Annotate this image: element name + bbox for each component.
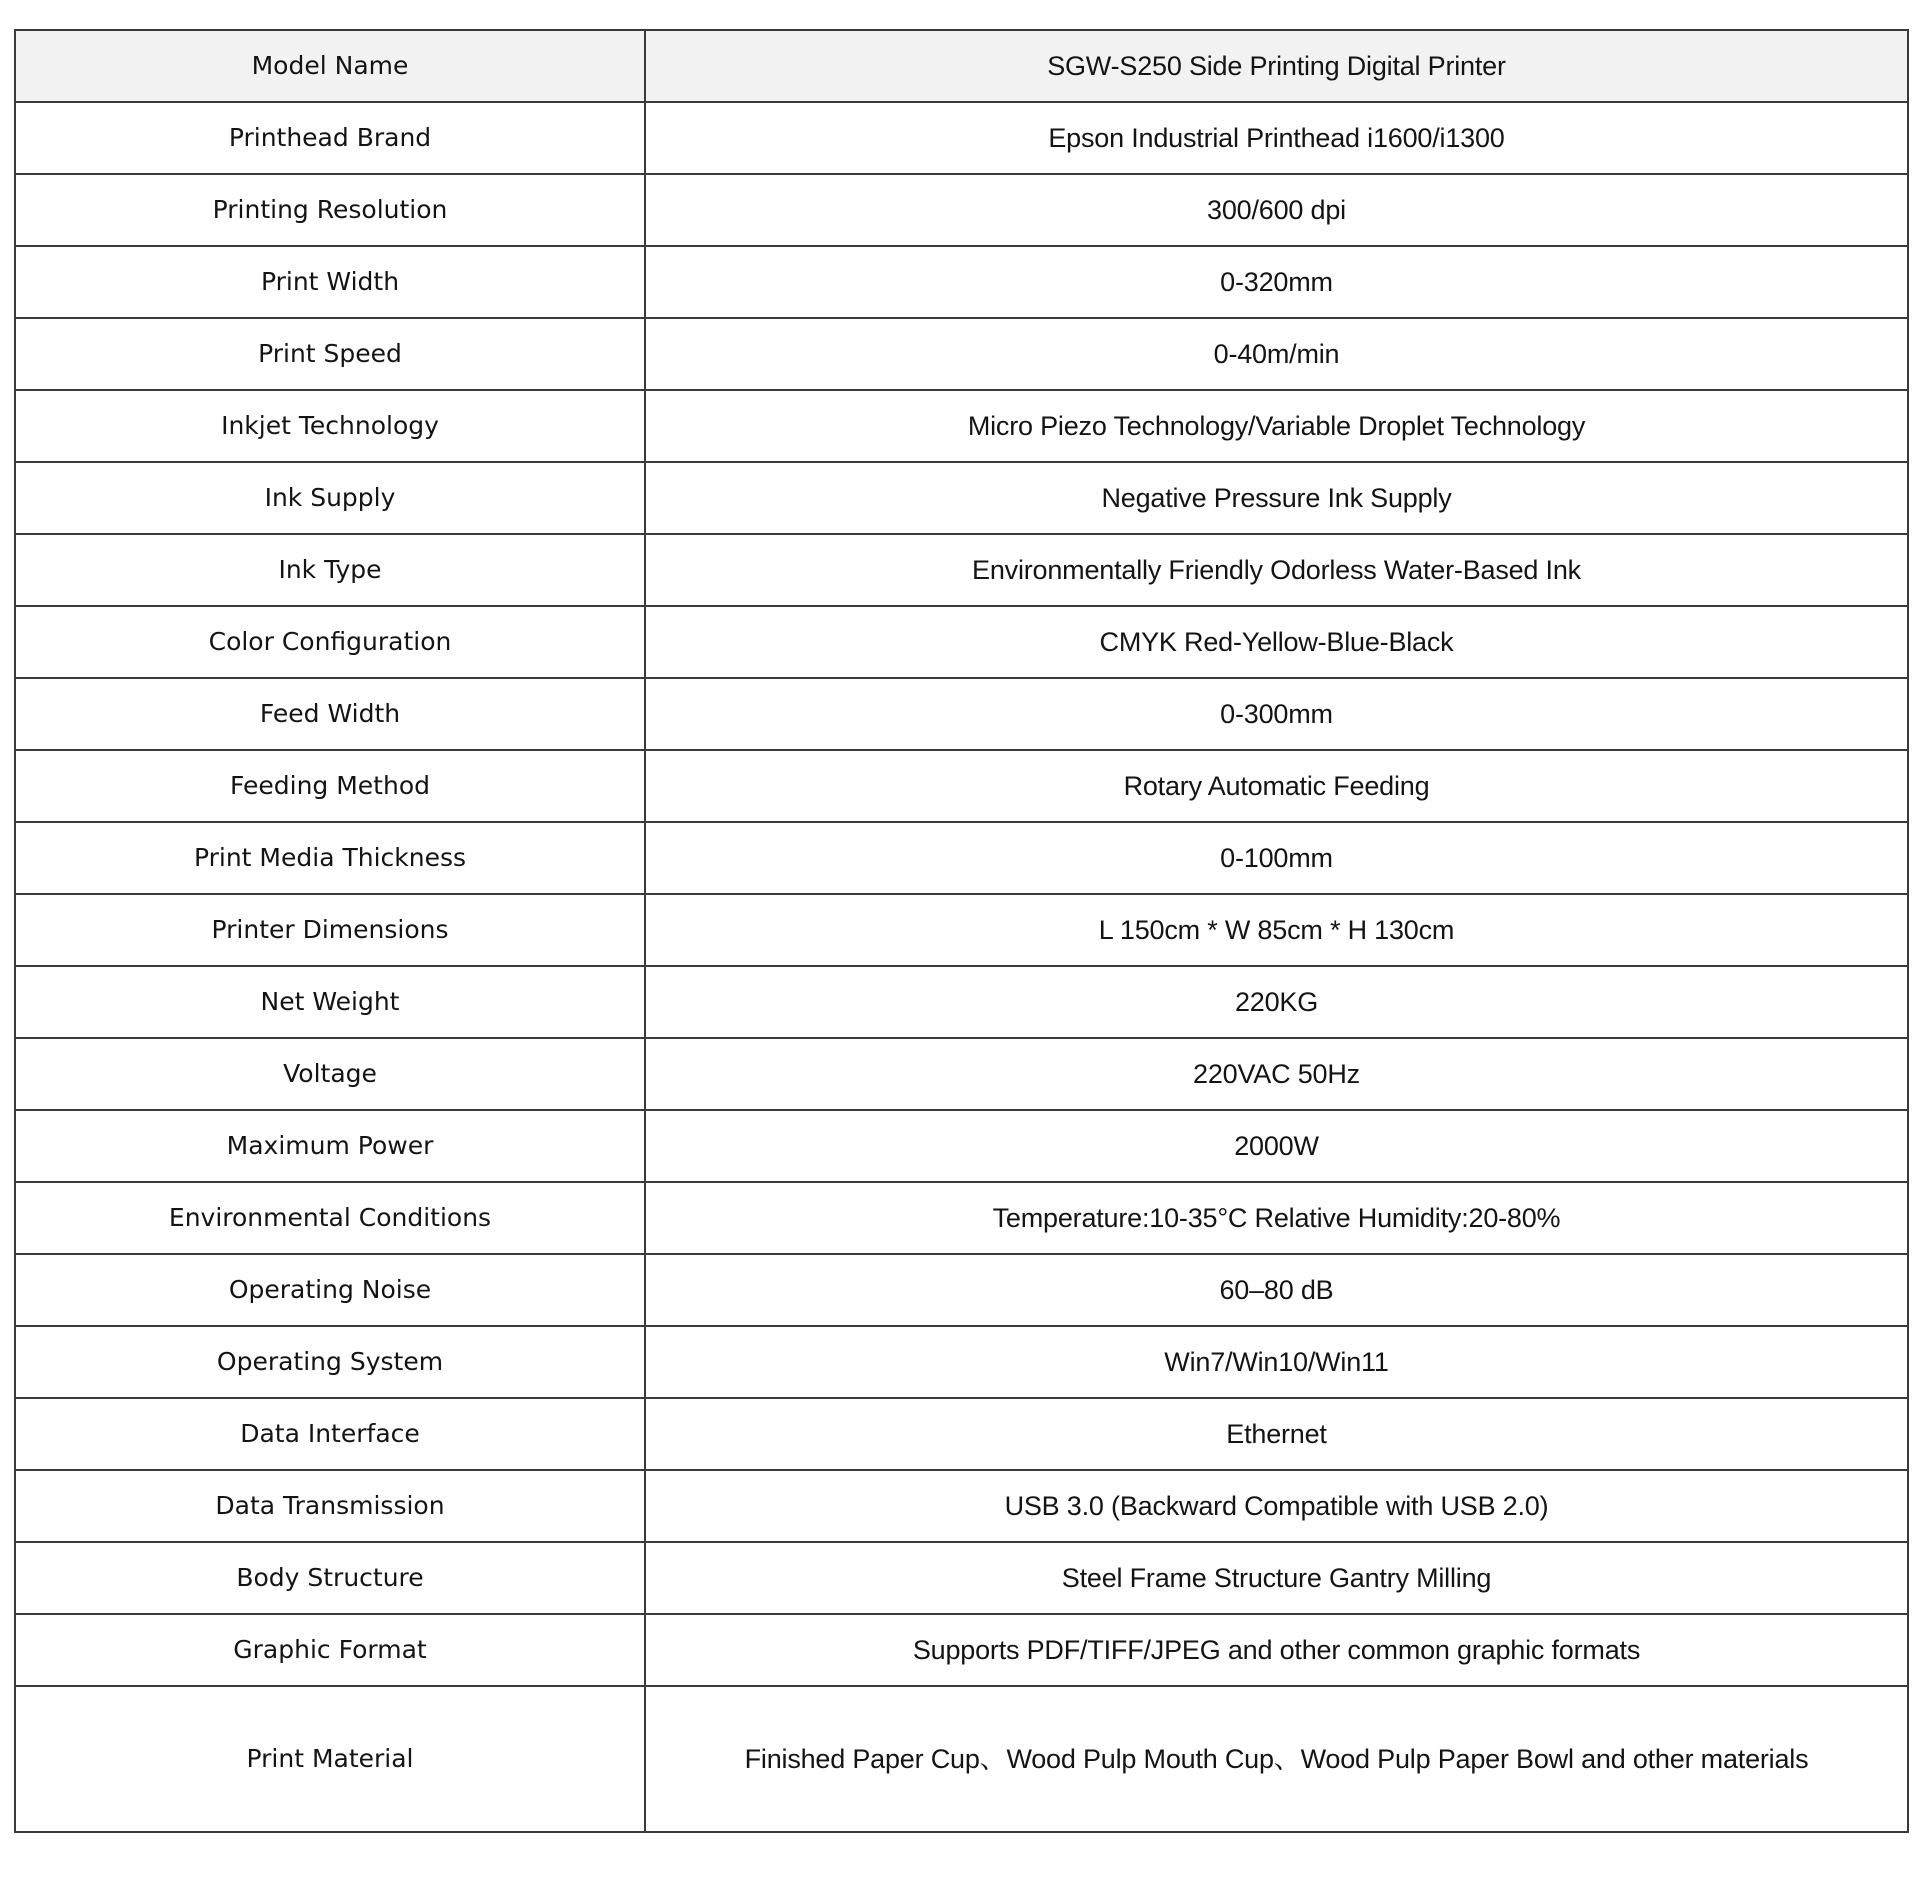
spec-label: Printing Resolution (15, 174, 645, 246)
spec-label: Ink Type (15, 534, 645, 606)
table-row-print-width (15, 246, 1908, 318)
spec-label: Maximum Power (15, 1110, 645, 1182)
table-row-print-speed (15, 318, 1908, 390)
spec-label: Data Interface (15, 1398, 645, 1470)
spec-value: Micro Piezo Technology/Variable Droplet Technology (645, 390, 1908, 462)
spec-value: Negative Pressure Ink Supply (645, 462, 1908, 534)
spec-label: Data Transmission (15, 1470, 645, 1542)
table-row-graphic-format (15, 1614, 1908, 1686)
spec-value: 0-320mm (645, 246, 1908, 318)
spec-label: Net Weight (15, 966, 645, 1038)
spec-value: CMYK Red-Yellow-Blue-Black (645, 606, 1908, 678)
spec-value: Ethernet (645, 1398, 1908, 1470)
spec-label: Operating Noise (15, 1254, 645, 1326)
spec-value: 0-300mm (645, 678, 1908, 750)
spec-value: Steel Frame Structure Gantry Milling (645, 1542, 1908, 1614)
spec-label: Environmental Conditions (15, 1182, 645, 1254)
spec-label: Operating System (15, 1326, 645, 1398)
table-row-data-interface (15, 1398, 1908, 1470)
spec-value: L 150cm * W 85cm * H 130cm (645, 894, 1908, 966)
spec-label: Feed Width (15, 678, 645, 750)
spec-label: Print Media Thickness (15, 822, 645, 894)
spec-value: 220KG (645, 966, 1908, 1038)
spec-value: Rotary Automatic Feeding (645, 750, 1908, 822)
table-row-body-structure (15, 1542, 1908, 1614)
table-row-ink-type (15, 534, 1908, 606)
spec-label: Color Configuration (15, 606, 645, 678)
spec-label: Feeding Method (15, 750, 645, 822)
spec-label: Ink Supply (15, 462, 645, 534)
table-row-inkjet-technology (15, 390, 1908, 462)
spec-label: Printhead Brand (15, 102, 645, 174)
table-row-ink-supply (15, 462, 1908, 534)
spec-value: 220VAC 50Hz (645, 1038, 1908, 1110)
table-row-environmental-conditions (15, 1182, 1908, 1254)
table-row-voltage (15, 1038, 1908, 1110)
spec-label: Voltage (15, 1038, 645, 1110)
spec-value: Win7/Win10/Win11 (645, 1326, 1908, 1398)
header-label-cell: Model Name (15, 30, 645, 102)
table-row-print-media-thickness (15, 822, 1908, 894)
spec-value: 300/600 dpi (645, 174, 1908, 246)
table-row-feeding-method (15, 750, 1908, 822)
spec-value: Temperature:10-35°C Relative Humidity:20-80% (645, 1182, 1908, 1254)
spec-value: USB 3.0 (Backward Compatible with USB 2.0) (645, 1470, 1908, 1542)
table-row-maximum-power (15, 1110, 1908, 1182)
spec-label: Print Width (15, 246, 645, 318)
spec-label: Graphic Format (15, 1614, 645, 1686)
spec-label: Inkjet Technology (15, 390, 645, 462)
table-header-row (15, 30, 1908, 102)
spec-label: Print Material (15, 1686, 645, 1832)
spec-value: 2000W (645, 1110, 1908, 1182)
spec-label: Body Structure (15, 1542, 645, 1614)
spec-value: Supports PDF/TIFF/JPEG and other common graphic formats (645, 1614, 1908, 1686)
spec-value: 60–80 dB (645, 1254, 1908, 1326)
table-row-operating-system (15, 1326, 1908, 1398)
table-row-printer-dimensions (15, 894, 1908, 966)
spec-label: Print Speed (15, 318, 645, 390)
spec-value: Finished Paper Cup、Wood Pulp Mouth Cup、Wood Pulp Paper Bowl and other materials (645, 1686, 1908, 1832)
spec-value: 0-40m/min (645, 318, 1908, 390)
table-row-print-material (15, 1686, 1908, 1832)
table-row-feed-width (15, 678, 1908, 750)
spec-value: 0-100mm (645, 822, 1908, 894)
table-row-operating-noise (15, 1254, 1908, 1326)
spec-value: Environmentally Friendly Odorless Water-Based Ink (645, 534, 1908, 606)
table-row-data-transmission (15, 1470, 1908, 1542)
table-row-printing-resolution (15, 174, 1908, 246)
specification-table (14, 29, 1909, 1833)
header-value-cell: SGW-S250 Side Printing Digital Printer (645, 30, 1908, 102)
table-row-net-weight (15, 966, 1908, 1038)
table-row-color-configuration (15, 606, 1908, 678)
spec-value: Epson Industrial Printhead i1600/i1300 (645, 102, 1908, 174)
spec-label: Printer Dimensions (15, 894, 645, 966)
table-row-printhead-brand (15, 102, 1908, 174)
